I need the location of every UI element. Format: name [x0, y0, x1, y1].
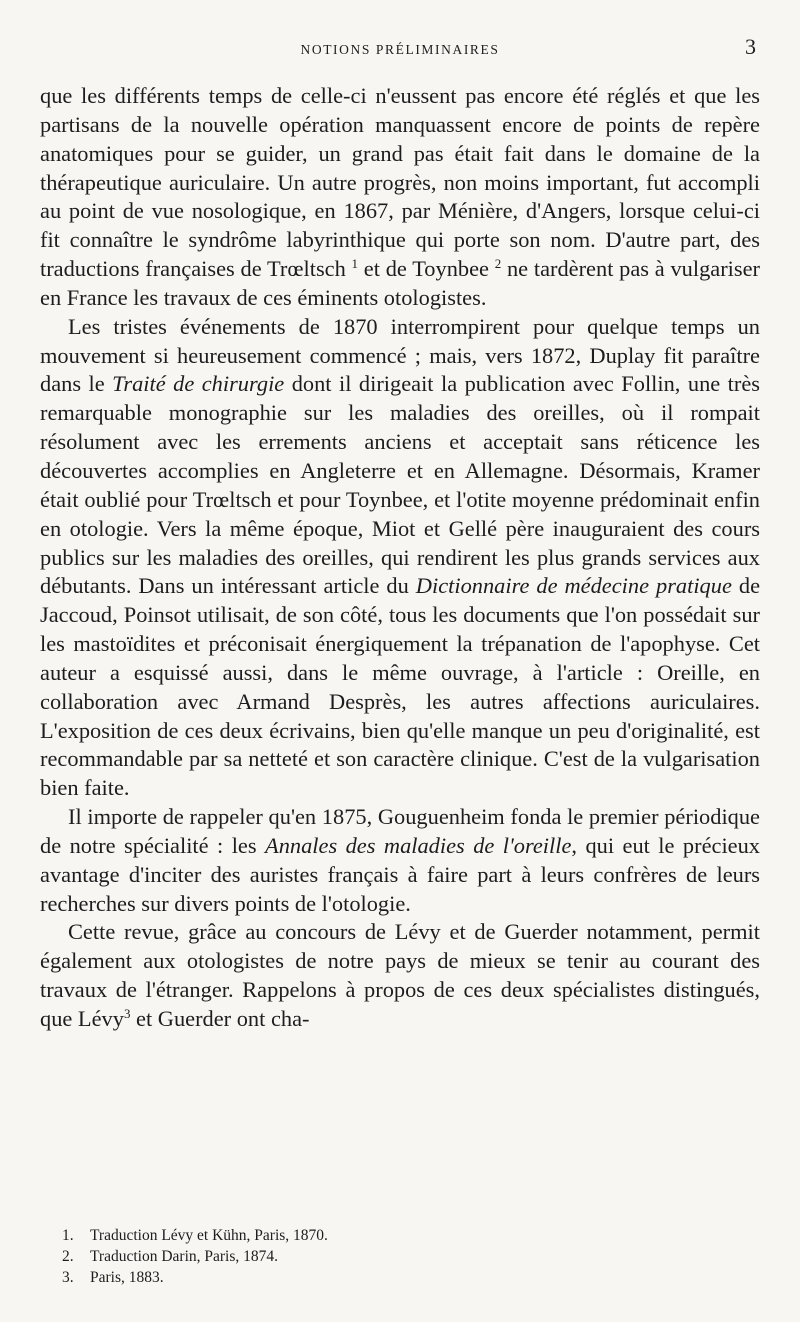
footnote-text: Traduction Darin, Paris, 1874.	[90, 1248, 278, 1265]
footnote-number: 2.	[62, 1248, 74, 1265]
text-run: , qui eut le précieux avantage d'inciter des auristes français à faire part à leurs confrères de leurs recherches sur divers points de l'otologie.	[40, 832, 760, 916]
footnotes	[62, 1225, 762, 1288]
footnote-ref: 3	[123, 1006, 131, 1021]
paragraph	[40, 313, 760, 803]
text-run: que les différents temps de celle-ci n'eussent pas encore été réglés et que les partisans de la nouvelle opération manquassent encore de points de repère anatomiques pour se guider, un grand pas était fait dans le domaine de la thérapeutique auriculaire. Un autre progrès, non moins important, fut accompli au point de vue nosologique, en 1867, par Ménière, d'Angers, lorsque celui-ci fit connaître le syndrôme labyrinthique qui porte son nom. D'autre part, des traductions françaises de Trœltsch	[40, 83, 760, 282]
footnote-number: 1.	[62, 1227, 74, 1244]
footnote-text: Paris, 1883.	[90, 1269, 164, 1286]
footnote	[62, 1225, 762, 1246]
text-run: Cette revue, grâce au concours de Lévy et de Guerder notamment, permit également aux otologistes de notre pays de mieux se tenir au courant des travaux de l'étranger. Rappelons à propos de ces deux spécialistes distingués, que Lévy	[40, 919, 760, 1031]
body-text	[40, 82, 760, 1034]
italic-title: Dictionnaire de médecine pratique	[415, 573, 732, 599]
footnote-ref: 2	[494, 256, 502, 272]
text-run: Les tristes événements de 1870 interrompirent pour quelque temps un mouvement si heureusement commencé ; mais, vers 1872, Duplay fit paraître dans le	[40, 313, 760, 397]
text-run: et Guerder ont cha-	[130, 1006, 310, 1031]
paragraph	[40, 918, 760, 1033]
page-number: 3	[745, 34, 756, 59]
footnote-text: Traduction Lévy et Kühn, Paris, 1870.	[90, 1227, 328, 1244]
footnote	[62, 1267, 762, 1288]
footnote-number: 3.	[62, 1269, 74, 1286]
italic-title: Annales des maladies de l'oreille	[265, 832, 572, 858]
text-run: Il importe de rappeler qu'en 1875, Gouguenheim fonda le premier périodique de notre spécialité : les	[40, 804, 760, 858]
running-title: NOTIONS PRÉLIMINAIRES	[300, 42, 500, 57]
italic-title: Traité de chirurgie	[112, 371, 285, 397]
footnote-ref: 1	[351, 256, 359, 272]
text-run: dont il dirigeait la publication avec Follin, une très remarquable monographie sur les maladies des oreilles, où il rompait résolument avec les errements anciens et acceptait sans réticence les découvertes accomplies en Angleterre et en Allemagne. Désormais, Kramer était oublié pour Trœltsch et pour Toynbee, et l'otite moyenne prédominait enfin en otologie. Vers la même époque, Miot et Gellé père inauguraient des cours publics sur les maladies des oreilles, qui rendirent les plus grands services aux débutants. Dans un intéressant article du	[40, 371, 761, 599]
page-header	[0, 34, 800, 62]
paragraph	[40, 803, 760, 918]
text-run: et de Toynbee	[358, 256, 495, 282]
text-run: de Jaccoud, Poinsot utilisait, de son côté, tous les documents que l'on possédait sur les mastoïdites et préconisait énergiquement la trépanation de l'apophyse. Cet auteur a esquissé aussi, dans le même ouvrage, à l'article : Oreille, en collaboration avec Armand Desprès, les autres affections auriculaires. L'exposition de ces deux écrivains, bien qu'elle manque un peu d'originalité, est recommandable par sa netteté et son caractère clinique. C'est de la vulgarisation bien faite.	[40, 573, 761, 801]
text-run: ne tardèrent pas à vulgariser en France les travaux de ces éminents otologistes.	[40, 256, 760, 310]
paragraph	[40, 82, 760, 313]
footnote	[62, 1246, 762, 1267]
